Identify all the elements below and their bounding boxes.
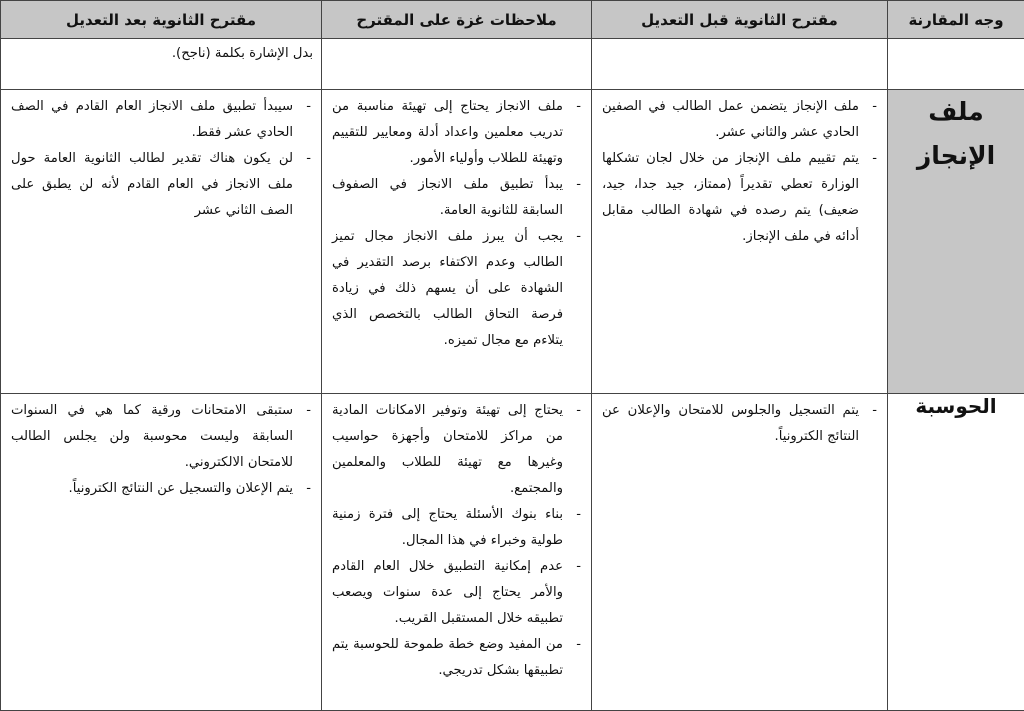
aspect-portfolio-line2: الإنجاز — [888, 134, 1024, 178]
portfolio-before-cell — [592, 90, 888, 394]
list-item: - ملف الإنجاز يتضمن عمل الطالب في الصفين الحادي عشر والثاني عشر. — [602, 94, 879, 146]
header-after: مقترح الثانوية بعد التعديل — [1, 1, 322, 39]
computerization-after-cell — [1, 394, 322, 711]
continuation-aspect-cell — [888, 39, 1024, 90]
header-row — [1, 1, 1024, 39]
list-item: - يجب أن يبرز ملف الانجاز مجال تميز الطالب وعدم الاكتفاء برصد التقدير في الشهادة على أن يسهم ذلك في زيادة فرصة التحاق الطالب بالتخصص الذي يتلاءم مع مجال تميزه. — [332, 224, 583, 354]
list-item: - ملف الانجاز يحتاج إلى تهيئة مناسبة من تدريب معلمين واعداد أدلة ومعايير للتقييم وتهيئة للطلاب وأولياء الأمور. — [332, 94, 583, 172]
continuation-after-text: بدل الإشارة بكلمة (ناجح). — [1, 39, 321, 67]
computerization-notes-list — [322, 394, 591, 684]
header-notes: ملاحظات غزة على المقترح — [322, 1, 592, 39]
computerization-before-cell — [592, 394, 888, 711]
computerization-before-list — [592, 394, 887, 450]
continuation-row — [1, 39, 1024, 90]
aspect-portfolio-line1: ملف — [888, 90, 1024, 134]
list-item: - عدم إمكانية التطبيق خلال العام القادم والأمر يحتاج إلى عدة سنوات ويصعب تطبيقه خلال المستقبل القريب. — [332, 554, 583, 632]
continuation-after-cell — [1, 39, 322, 90]
list-item: - ستبقى الامتحانات ورقية كما هي في السنوات السابقة وليست محوسبة ولن يجلس الطالب للامتحان الالكتروني. — [11, 398, 313, 476]
computerization-notes-cell — [322, 394, 592, 711]
list-item: - يتم الإعلان والتسجيل عن النتائج الكترونياً. — [11, 476, 313, 502]
computerization-after-list — [1, 394, 321, 502]
list-item: - يتم التسجيل والجلوس للامتحان والإعلان عن النتائج الكترونياً. — [602, 398, 879, 450]
list-item: - يحتاج إلى تهيئة وتوفير الامكانات المادية من مراكز للامتحان وأجهزة حواسيب وغيرها مع تهيئة للطلاب والمعلمين والمجتمع. — [332, 398, 583, 502]
portfolio-before-list — [592, 90, 887, 250]
portfolio-after-list — [1, 90, 321, 224]
aspect-computerization: الحوسبة — [888, 394, 1024, 711]
aspect-portfolio — [888, 90, 1024, 394]
continuation-notes-cell — [322, 39, 592, 90]
list-item: - بناء بنوك الأسئلة يحتاج إلى فترة زمنية طولية وخبراء في هذا المجال. — [332, 502, 583, 554]
portfolio-after-cell — [1, 90, 322, 394]
list-item: - يبدأ تطبيق ملف الانجاز في الصفوف السابقة للثانوية العامة. — [332, 172, 583, 224]
portfolio-notes-list — [322, 90, 591, 354]
continuation-before-cell — [592, 39, 888, 90]
row-portfolio — [1, 90, 1024, 394]
row-computerization — [1, 394, 1024, 711]
portfolio-notes-cell — [322, 90, 592, 394]
list-item: - لن يكون هناك تقدير لطالب الثانوية العامة حول ملف الانجاز في العام القادم لأنه لن يطبق على الصف الثاني عشر — [11, 146, 313, 224]
list-item: - يتم تقييم ملف الإنجاز من خلال لجان تشكلها الوزارة تعطي تقديراً (ممتاز، جيد جدا، جيد، ضعيف) يتم رصده في شهادة الطالب مقابل أدائه في ملف الإنجاز. — [602, 146, 879, 250]
header-aspect: وجه المقارنة — [888, 1, 1024, 39]
header-before: مقترح الثانوية قبل التعديل — [592, 1, 888, 39]
list-item: - من المفيد وضع خطة طموحة للحوسبة يتم تطبيقها بشكل تدريجي. — [332, 632, 583, 684]
list-item: - سيبدأ تطبيق ملف الانجاز العام القادم في الصف الحادي عشر فقط. — [11, 94, 313, 146]
